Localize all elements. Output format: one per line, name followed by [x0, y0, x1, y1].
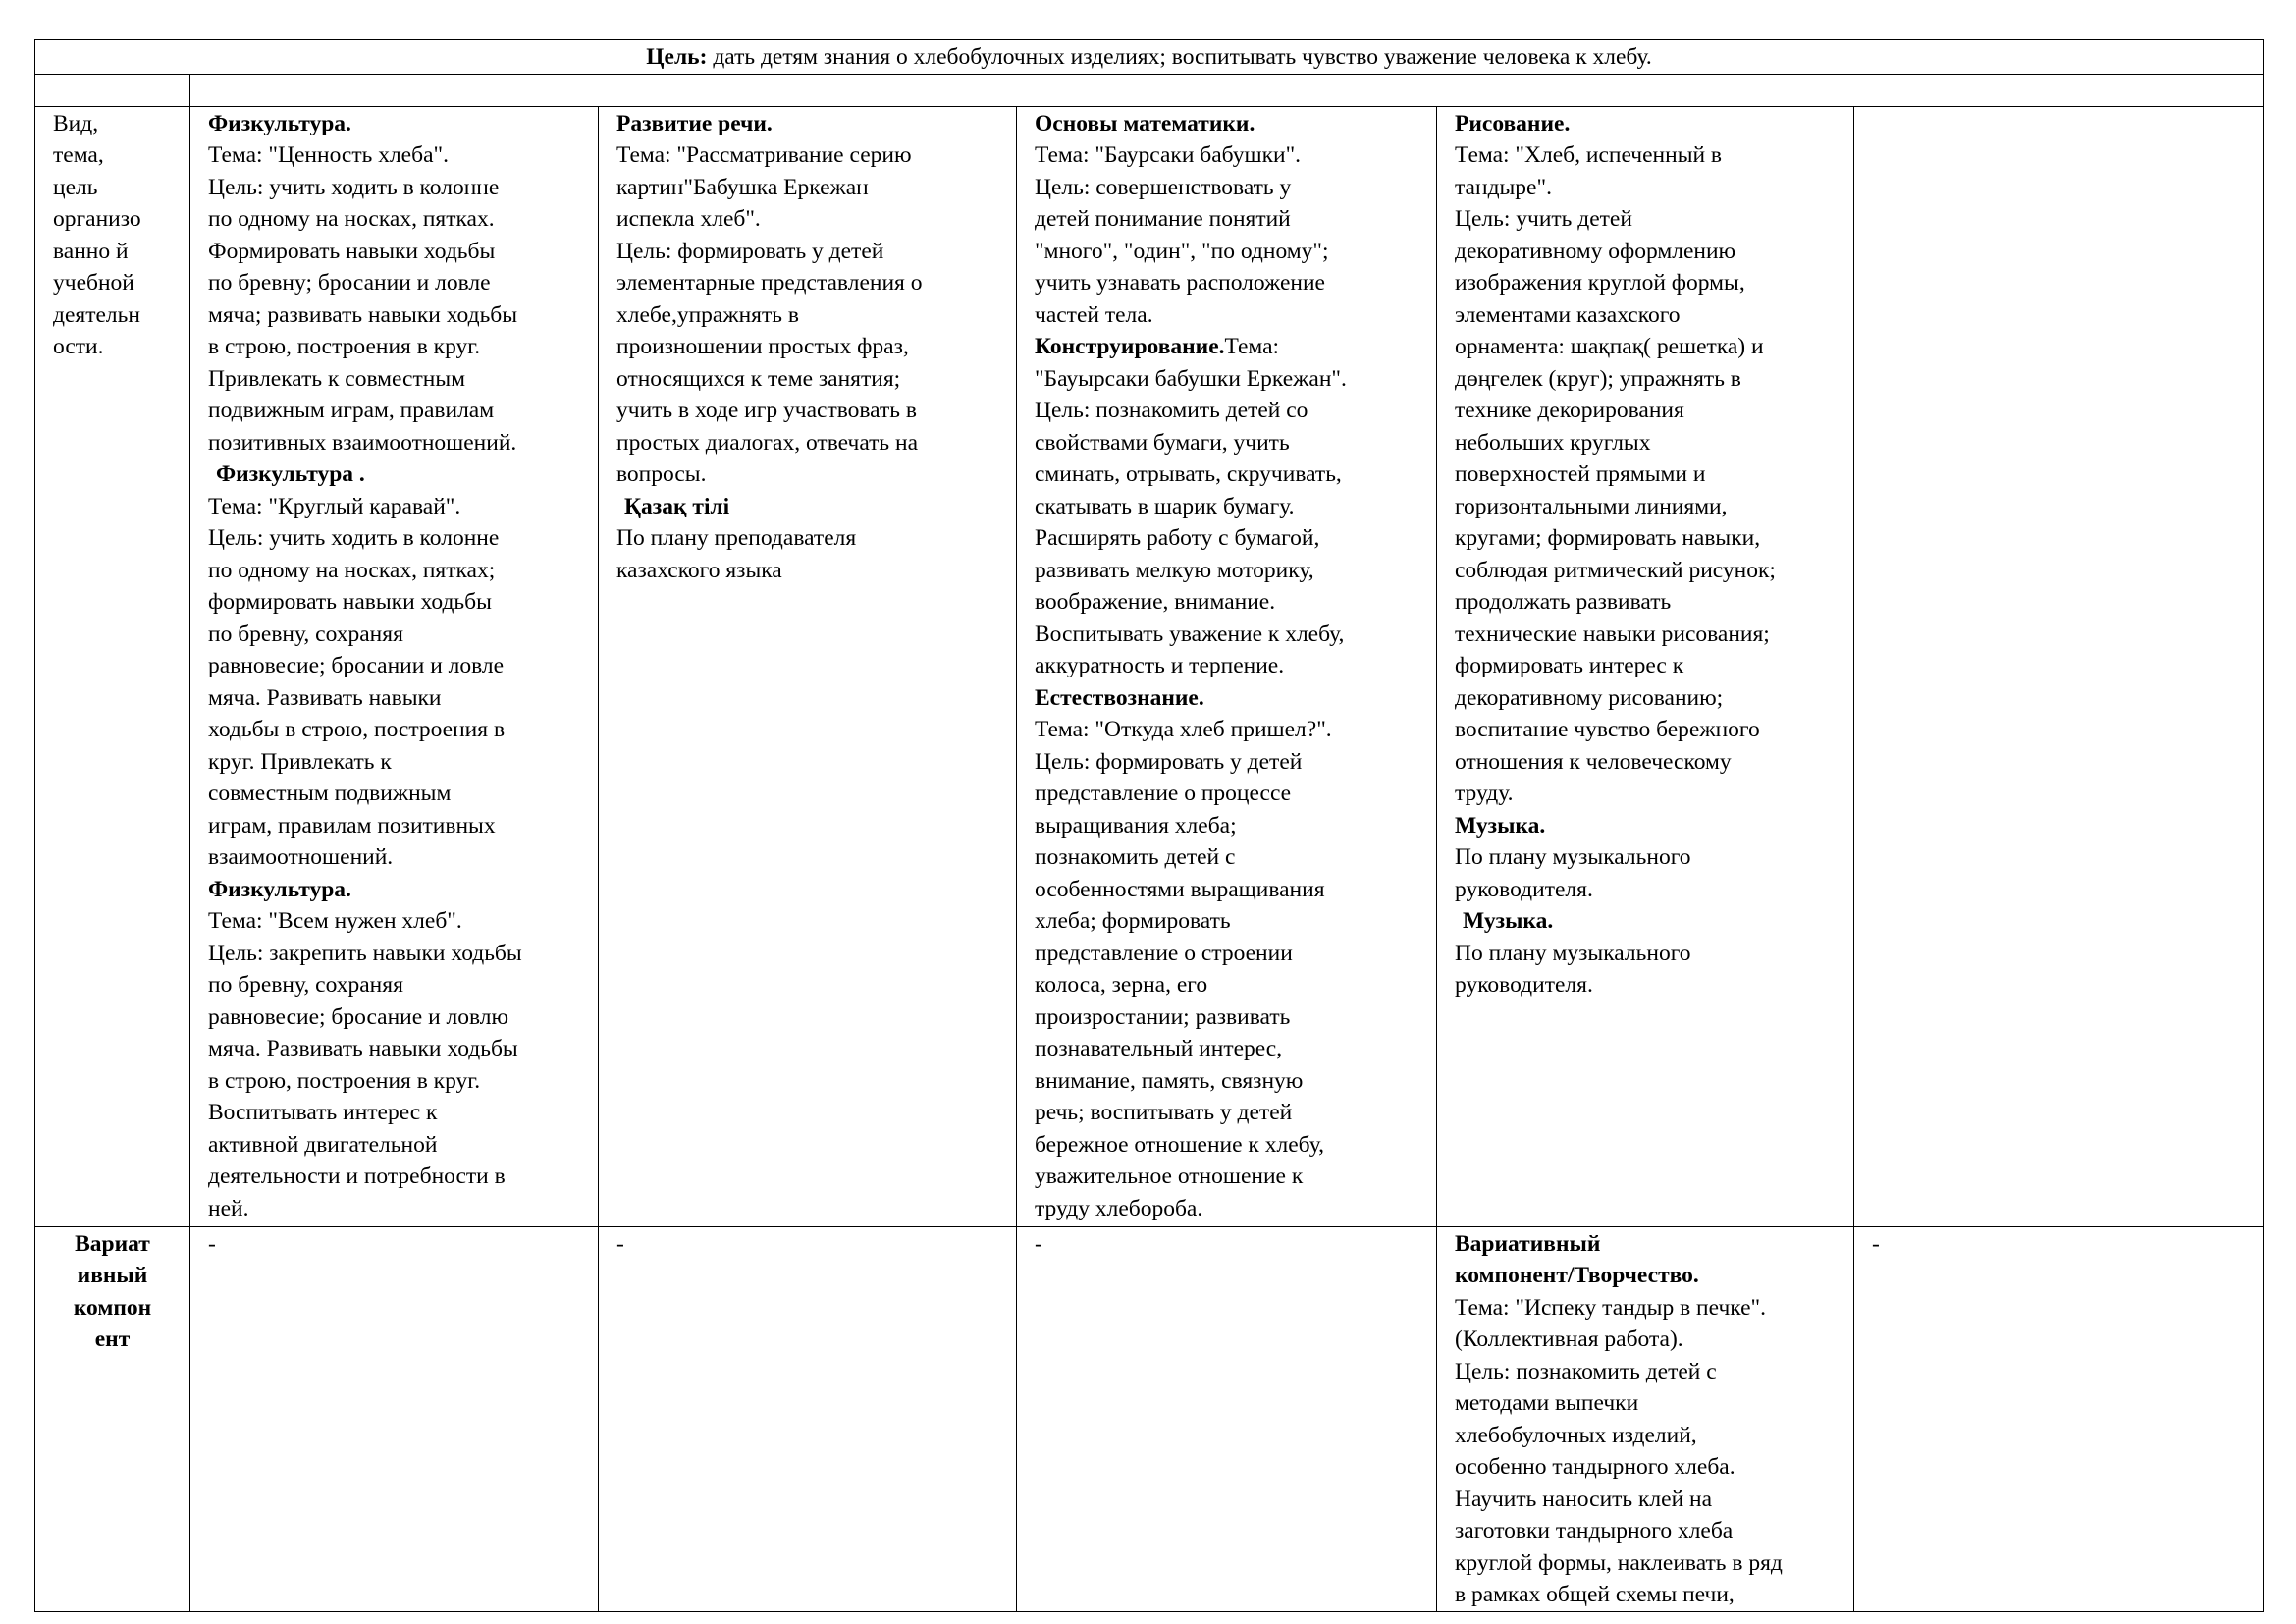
text-line: декоративному оформлению — [1455, 238, 1736, 264]
text-line: представление о строении — [1035, 940, 1293, 966]
section-heading: Развитие речи. — [616, 110, 773, 136]
text-line: формировать интерес к — [1455, 653, 1684, 678]
text-line: формировать навыки ходьбы — [208, 589, 492, 615]
empty-dash: - — [1872, 1230, 1880, 1257]
text-line: равновесие; бросании и ловле — [208, 653, 505, 678]
text-line: позитивных взаимоотношений. — [208, 429, 517, 456]
text-line: учить в ходе игр участвовать в — [616, 398, 917, 423]
monday-cell — [190, 106, 599, 1226]
text-line: Цель: формировать у детей — [616, 238, 884, 264]
text-line: в строю, построения в круг. — [208, 1067, 481, 1094]
text-line: элементарные представления о — [616, 270, 923, 296]
empty-row — [35, 74, 2264, 106]
goal-row — [35, 40, 2264, 75]
text-line: методами выпечки — [1455, 1390, 1639, 1416]
variative-label-cell — [35, 1226, 190, 1611]
text-line: воображение, внимание. — [1035, 589, 1276, 615]
variative-heading — [1455, 1228, 1836, 1292]
text-line: равновесие; бросание и ловлю — [208, 1003, 509, 1030]
text-line: Цель: познакомить детей со — [1035, 398, 1308, 423]
text-line: компон — [73, 1294, 152, 1321]
text-line: Тема: "Хлеб, испеченный в — [1455, 142, 1723, 168]
text-line: колоса, зерна, его — [1035, 972, 1208, 998]
row-label-cell — [35, 106, 190, 1226]
text-line: Цель: совершенствовать у — [1035, 174, 1292, 200]
variative-label — [53, 1228, 172, 1356]
section-heading: Основы математики. — [1035, 110, 1255, 136]
text-line: (Коллективная работа). — [1455, 1326, 1683, 1352]
text-line: "много", "один", "по одному"; — [1035, 238, 1329, 264]
text-line: частей тела. — [1035, 301, 1153, 328]
text-line: Тема: "Баурсаки бабушки". — [1035, 142, 1302, 168]
goal-text: дать детям знания о хлебобулочных изделиях; воспитывать чувство уважение человека к хлебу. — [707, 44, 1652, 70]
text-line: по бревну, сохраняя — [208, 621, 403, 647]
text-line: труду. — [1455, 781, 1514, 806]
text-line: Вариат — [75, 1230, 150, 1257]
text-line: по одному на носках, пятках; — [208, 557, 496, 583]
section-heading-tail: Тема: — [1224, 334, 1280, 359]
text-line: по бревну, сохраняя — [208, 972, 403, 998]
text-line: уважительное отношение к — [1035, 1164, 1304, 1189]
text-line: воспитание чувство бережного — [1455, 717, 1760, 742]
text-line: развивать мелкую моторику, — [1035, 557, 1314, 583]
text-line: произростании; развивать — [1035, 1003, 1291, 1030]
friday-cell — [1854, 106, 2264, 1226]
text-line: Научить наносить клей на — [1455, 1486, 1713, 1512]
row-label-lines — [53, 108, 172, 363]
text-line: по одному на носках, пятках. — [208, 206, 495, 232]
section-text — [1035, 363, 1418, 682]
text-line: выращивания хлеба; — [1035, 812, 1237, 839]
empty-cell — [35, 74, 190, 106]
text-line: тандыре". — [1455, 174, 1552, 200]
text-line: совместным подвижным — [208, 781, 452, 806]
empty-dash: - — [1035, 1230, 1042, 1257]
variative-wednesday-cell — [1017, 1226, 1437, 1611]
text-line: Воспитывать уважение к хлебу, — [1035, 621, 1345, 647]
goal-label: Цель: — [646, 44, 708, 70]
text-line: Тема: "Испеку тандыр в печке". — [1455, 1294, 1767, 1321]
section-text — [1455, 1292, 1836, 1611]
section-text — [1035, 714, 1418, 1224]
text-line: Цель: учить ходить в колонне — [208, 525, 500, 551]
text-line: Цель: формировать у детей — [1035, 748, 1303, 775]
text-line: Вариативный — [1455, 1230, 1601, 1257]
text-line: относящихся к теме занятия; — [616, 365, 901, 392]
section-heading: Физкультура. — [208, 876, 351, 902]
text-line: цель — [53, 174, 98, 200]
text-line: круглой формы, наклеивать в ряд — [1455, 1549, 1783, 1576]
section-text — [1455, 938, 1836, 1001]
text-line: технике декорирования — [1455, 398, 1684, 423]
text-line: руководителя. — [1455, 972, 1593, 998]
variative-tuesday-cell — [599, 1226, 1017, 1611]
text-line: Тема: "Рассматривание серию — [616, 142, 912, 168]
text-line: хлеба; формировать — [1035, 908, 1231, 934]
text-line: вопросы. — [616, 461, 707, 487]
text-line: деятельн — [53, 301, 140, 328]
section-heading: Естествознание. — [1035, 684, 1204, 711]
text-line: в рамках общей схемы печи, — [1455, 1582, 1735, 1607]
text-line: Цель: познакомить детей с — [1455, 1358, 1717, 1384]
text-line: Привлекать к совместным — [208, 365, 465, 392]
text-line: деятельности и потребности в — [208, 1164, 506, 1189]
text-line: свойствами бумаги, учить — [1035, 429, 1290, 456]
text-line: Тема: "Всем нужен хлеб". — [208, 908, 462, 934]
section-text — [1455, 139, 1836, 810]
text-line: продолжать развивать — [1455, 589, 1672, 615]
text-line: особенностями выращивания — [1035, 876, 1325, 902]
variative-monday-cell — [190, 1226, 599, 1611]
goal-cell — [35, 40, 2264, 75]
text-line: руководителя. — [1455, 876, 1593, 902]
text-line: декоративному рисованию; — [1455, 684, 1724, 711]
empty-dash: - — [616, 1230, 624, 1257]
text-line: труду хлебороба. — [1035, 1195, 1203, 1221]
text-line: Цель: учить ходить в колонне — [208, 174, 500, 200]
section-heading: Физкультура . — [216, 461, 365, 487]
text-line: кругами; формировать навыки, — [1455, 525, 1761, 551]
section-text — [616, 522, 998, 586]
text-line: мяча; развивать навыки ходьбы — [208, 301, 518, 328]
text-line: соблюдая ритмический рисунок; — [1455, 557, 1776, 583]
empty-dash: - — [208, 1230, 216, 1257]
text-line: Тема: "Ценность хлеба". — [208, 142, 449, 168]
wednesday-cell — [1017, 106, 1437, 1226]
text-line: учить узнавать расположение — [1035, 270, 1325, 296]
text-line: горизонтальными линиями, — [1455, 493, 1728, 519]
text-line: особенно тандырного хлеба. — [1455, 1454, 1735, 1480]
text-line: простых диалогах, отвечать на — [616, 429, 919, 456]
text-line: скатывать в шарик бумагу. — [1035, 493, 1295, 519]
section-text — [208, 139, 580, 459]
text-line: сминать, отрывать, скручивать, — [1035, 461, 1342, 487]
section-heading: Рисование. — [1455, 110, 1571, 136]
text-line: активной двигательной — [208, 1131, 438, 1158]
text-line: элементами казахского — [1455, 301, 1681, 328]
text-line: Формировать навыки ходьбы — [208, 238, 496, 264]
text-line: учебной — [53, 270, 134, 296]
text-line: небольших круглых — [1455, 429, 1651, 456]
text-line: познакомить детей с — [1035, 844, 1236, 870]
section-text — [1455, 841, 1836, 905]
text-line: заготовки тандырного хлеба — [1455, 1518, 1734, 1543]
text-line: познавательный интерес, — [1035, 1036, 1283, 1061]
text-line: изображения круглой формы, — [1455, 270, 1745, 296]
text-line: мяча. Развивать навыки — [208, 684, 442, 711]
tuesday-cell — [599, 106, 1017, 1226]
section-text — [208, 491, 580, 874]
text-line: дөңгелек (круг); упражнять в — [1455, 365, 1741, 392]
text-line: "Бауырсаки бабушки Еркежан". — [1035, 365, 1347, 392]
text-line: подвижным играм, правилам — [208, 398, 495, 423]
text-line: технические навыки рисования; — [1455, 621, 1770, 647]
text-line: По плану преподавателя — [616, 525, 857, 551]
section-heading-inline — [1035, 331, 1418, 363]
text-line: по бревну; бросании и ловле — [208, 270, 491, 296]
text-line: хлебе,упражнять в — [616, 301, 799, 328]
text-line: Тема: "Круглый каравай". — [208, 493, 461, 519]
text-line: Вид, — [53, 110, 99, 136]
section-heading: Музыка. — [1455, 812, 1546, 839]
text-line: представление о процессе — [1035, 781, 1292, 806]
text-line: ванно й — [53, 238, 129, 264]
text-line: мяча. Развивать навыки ходьбы — [208, 1036, 518, 1061]
text-line: картин"Бабушка Еркежан — [616, 174, 869, 200]
text-line: внимание, память, связную — [1035, 1067, 1304, 1094]
section-heading: Конструирование. — [1035, 334, 1225, 359]
text-line: аккуратность и терпение. — [1035, 653, 1285, 678]
section-heading: Музыка. — [1463, 908, 1554, 934]
section-text — [616, 139, 998, 491]
variative-thursday-cell — [1437, 1226, 1854, 1611]
text-line: испекла хлеб". — [616, 206, 761, 232]
section-text — [1035, 139, 1418, 331]
text-line: круг. Привлекать к — [208, 748, 392, 775]
text-line: ости. — [53, 334, 104, 359]
text-line: взаимоотношений. — [208, 844, 394, 870]
activities-row — [35, 106, 2264, 1226]
text-line: поверхностей прямыми и — [1455, 461, 1706, 487]
text-line: хлебобулочных изделий, — [1455, 1422, 1697, 1448]
text-line: Тема: "Откуда хлеб пришел?". — [1035, 717, 1332, 742]
text-line: ходьбы в строю, построения в — [208, 717, 506, 742]
empty-cell — [190, 74, 2264, 106]
variative-row — [35, 1226, 2264, 1611]
variative-friday-cell — [1854, 1226, 2264, 1611]
section-text — [208, 905, 580, 1224]
text-line: По плану музыкального — [1455, 844, 1691, 870]
thursday-cell — [1437, 106, 1854, 1226]
text-line: бережное отношение к хлебу, — [1035, 1131, 1324, 1158]
text-line: казахского языка — [616, 557, 782, 583]
text-line: ент — [94, 1326, 131, 1352]
text-line: детей понимание понятий — [1035, 206, 1291, 232]
text-line: Цель: закрепить навыки ходьбы — [208, 940, 522, 966]
section-heading: Физкультура. — [208, 110, 351, 136]
text-line: тема, — [53, 142, 104, 168]
text-line: компонент/Творчество. — [1455, 1263, 1699, 1288]
text-line: По плану музыкального — [1455, 940, 1691, 966]
text-line: в строю, построения в круг. — [208, 334, 481, 359]
text-line: играм, правилам позитивных — [208, 812, 496, 839]
text-line: отношения к человеческому — [1455, 748, 1732, 775]
lesson-plan-table — [34, 39, 2264, 1612]
text-line: Воспитывать интерес к — [208, 1100, 438, 1125]
text-line: ивный — [77, 1263, 148, 1288]
text-line: орнамента: шақпақ( решетка) и — [1455, 334, 1764, 359]
text-line: Цель: учить детей — [1455, 206, 1632, 232]
text-line: организо — [53, 206, 141, 232]
text-line: произношении простых фраз, — [616, 334, 909, 359]
text-line: Расширять работу с бумагой, — [1035, 525, 1320, 551]
text-line: ней. — [208, 1195, 249, 1221]
section-heading: Қазақ тілі — [624, 493, 730, 519]
text-line: речь; воспитывать у детей — [1035, 1100, 1293, 1125]
